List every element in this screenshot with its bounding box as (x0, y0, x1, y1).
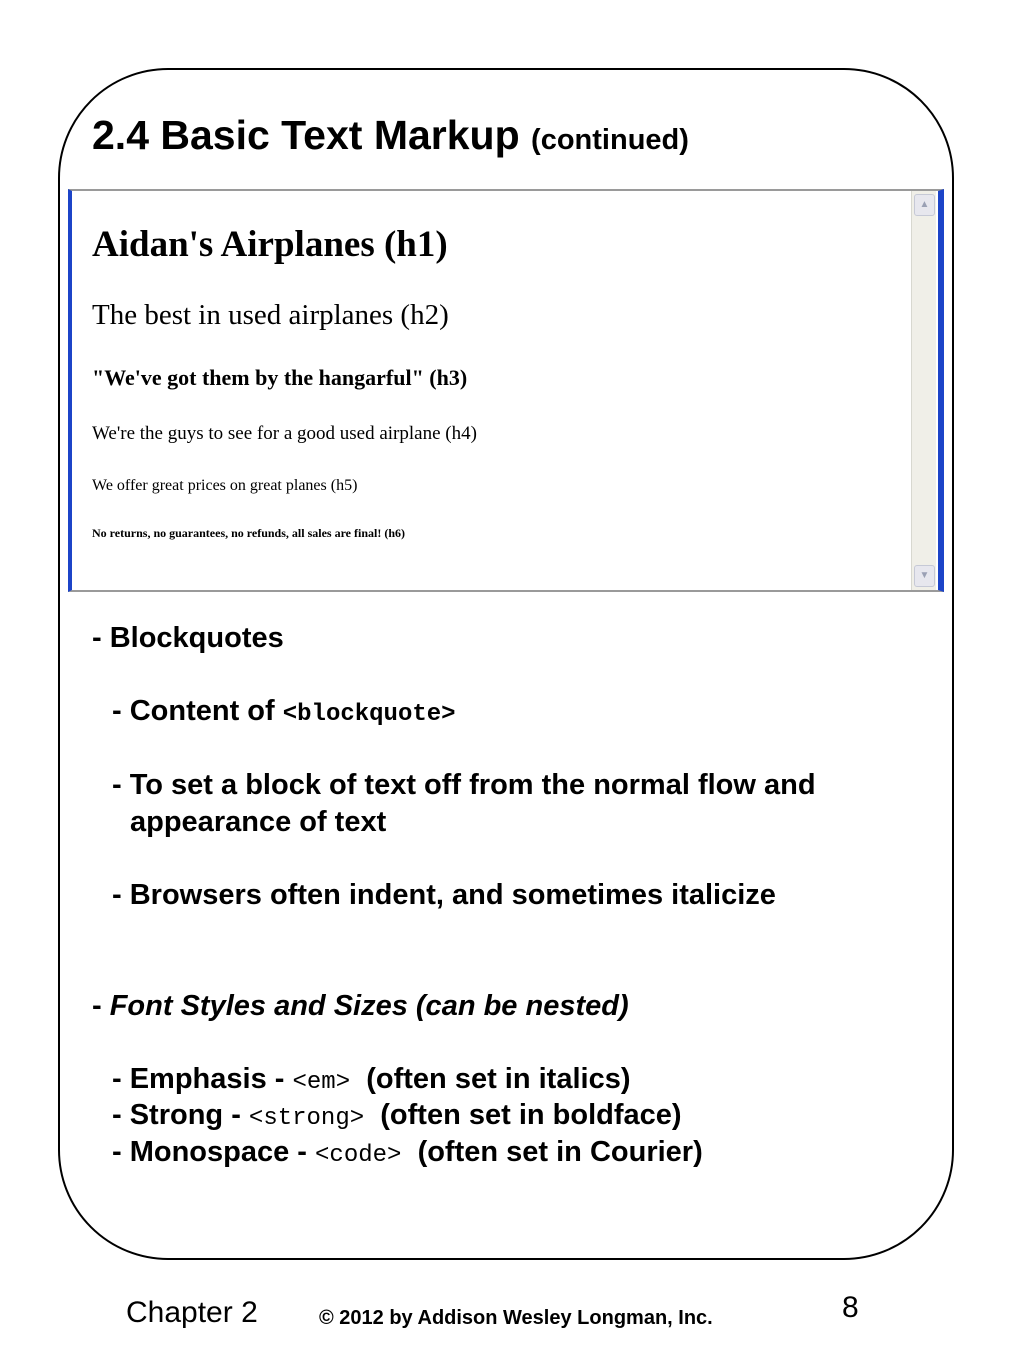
blockquote-tag: <blockquote> (282, 701, 456, 728)
slide-title-text: 2.4 Basic Text Markup (92, 112, 520, 158)
chevron-up-icon[interactable]: ▲ (914, 194, 935, 216)
purpose-line-1: - To set a block of text off from the normal flow and (112, 769, 816, 801)
emphasis-prefix: - Emphasis - (112, 1063, 293, 1095)
footer-copyright: © 2012 by Addison Wesley Longman, Inc. (319, 1307, 713, 1329)
strong-suffix: (often set in boldface) (380, 1099, 682, 1131)
em-tag: <em> (292, 1069, 351, 1096)
sample-h1: Aidan's Airplanes (h1) (92, 224, 448, 265)
strong-tag: <strong> (248, 1105, 365, 1132)
monospace-suffix: (often set in Courier) (417, 1136, 703, 1168)
chevron-down-icon[interactable]: ▼ (914, 565, 935, 587)
code-tag: <code> (315, 1142, 402, 1169)
footer-chapter: Chapter 2 (126, 1296, 258, 1329)
browsers-line: - Browsers often indent, and sometimes italicize (112, 879, 776, 911)
emphasis-suffix: (often set in italics) (366, 1063, 631, 1095)
font-styles-text: Font Styles and Sizes (can be nested) (109, 990, 629, 1022)
sample-h5: We offer great prices on great planes (h5) (92, 477, 358, 494)
monospace-line (112, 1136, 703, 1169)
purpose-line-2: appearance of text (130, 806, 387, 838)
blockquotes-heading: - Blockquotes (92, 622, 284, 654)
content-of-line (112, 695, 456, 728)
sample-h2: The best in used airplanes (h2) (92, 299, 449, 331)
slide-title-suffix: (continued) (531, 124, 689, 156)
strong-prefix: - Strong - (112, 1099, 249, 1131)
emphasis-line (112, 1063, 631, 1096)
footer-page-number: 8 (842, 1291, 859, 1324)
slide-title (92, 112, 689, 159)
font-styles-heading (92, 990, 629, 1023)
scrollbar[interactable] (911, 191, 936, 590)
browser-screenshot (68, 189, 944, 592)
strong-line (112, 1099, 682, 1132)
content-of-prefix: - Content of (112, 695, 283, 727)
font-styles-dash: - (92, 990, 110, 1022)
sample-h3: "We've got them by the hangarful" (h3) (92, 365, 468, 390)
sample-h6: No returns, no guarantees, no refunds, all sales are final! (h6) (92, 526, 406, 540)
monospace-prefix: - Monospace - (112, 1136, 316, 1168)
sample-h4: We're the guys to see for a good used airplane (h4) (92, 423, 477, 444)
